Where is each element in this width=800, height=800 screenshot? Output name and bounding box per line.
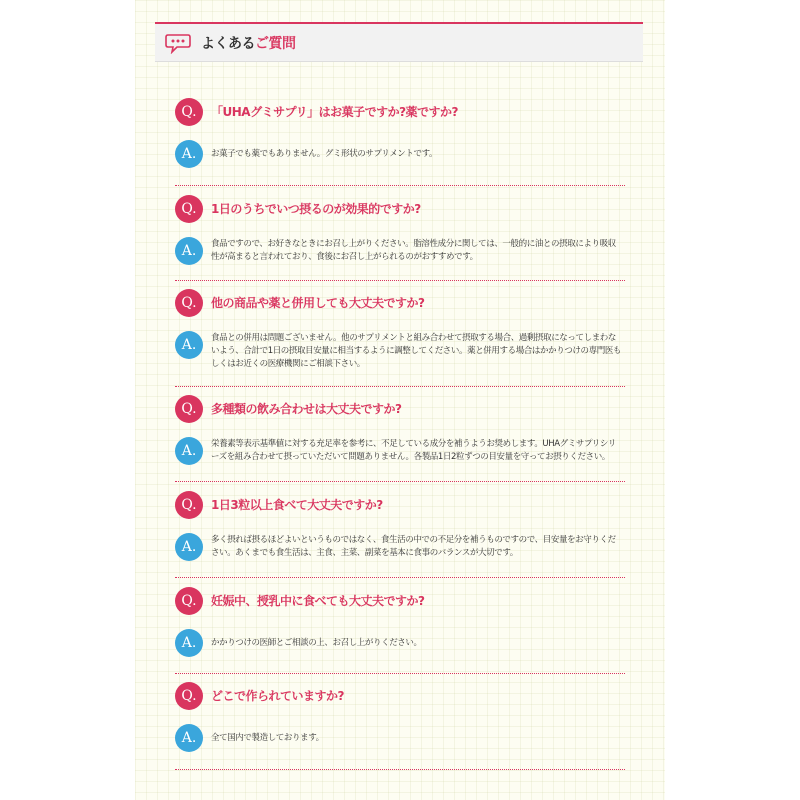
- answer-text: 多く摂れば摂るほどよいというものではなく、食生活の中での不足分を補うものですので、目安量をお守りください。あくまでも食生活は、主食、主菜、副菜を基本に食事のバランスが大切です。: [211, 535, 616, 558]
- faq-item: [175, 491, 625, 561]
- question-row: [175, 395, 625, 423]
- answer-text: 食品との併用は問題ございません。他のサプリメントと組み合わせて摂取する場合、過剰摂取になってしまわないよう、合計で1日の摂取目安量に相当するように調整してください。薬と併用する場合はかかりつけの専門医もしくはお近くの医療機関にご相談下さい。: [211, 333, 622, 369]
- answer-text: 食品ですので、お好きなときにお召し上がりください。脂溶性成分に関しては、一般的に油との摂取により吸収性が高まると言われており、食後にお召し上がられるのがおすすめです。: [211, 239, 616, 262]
- question-text: 多種類の飲み合わせは大丈夫ですか?: [211, 402, 402, 416]
- answer-text: お菓子でも薬でもありません。グミ形状のサプリメントです。: [211, 149, 438, 159]
- faq-item: [175, 98, 625, 168]
- question-row: [175, 682, 625, 710]
- question-row: [175, 98, 625, 126]
- faq-page: [135, 0, 665, 800]
- question-row: [175, 491, 625, 519]
- speech-bubble-icon: [165, 32, 191, 54]
- faq-item: [175, 395, 625, 465]
- faq-divider: [175, 280, 625, 281]
- faq-header: [155, 22, 643, 62]
- faq-item: [175, 587, 625, 657]
- answer-row: [175, 331, 625, 371]
- answer-row: [175, 437, 625, 465]
- answer-badge: A.: [175, 331, 203, 359]
- answer-badge: A.: [175, 237, 203, 265]
- answer-text: 全て国内で製造しております。: [211, 733, 324, 743]
- question-badge: Q.: [175, 587, 203, 615]
- answer-badge: A.: [175, 533, 203, 561]
- question-text: 「UHAグミサプリ」はお菓子ですか?薬ですか?: [211, 105, 459, 119]
- faq-divider: [175, 386, 625, 387]
- page-title: よくあるご質問: [201, 35, 296, 52]
- question-text: 1日のうちでいつ摂るのが効果的ですか?: [211, 202, 421, 216]
- question-badge: Q.: [175, 491, 203, 519]
- question-badge: Q.: [175, 195, 203, 223]
- answer-badge: A.: [175, 629, 203, 657]
- faq-item: [175, 289, 625, 371]
- question-text: 他の商品や薬と併用しても大丈夫ですか?: [211, 296, 425, 310]
- question-row: [175, 587, 625, 615]
- answer-badge: A.: [175, 140, 203, 168]
- answer-text: かかりつけの医師とご相談の上、お召し上がりください。: [211, 638, 422, 648]
- question-text: どこで作られていますか?: [211, 689, 344, 703]
- answer-row: [175, 629, 625, 657]
- question-badge: Q.: [175, 289, 203, 317]
- question-row: [175, 195, 625, 223]
- question-badge: Q.: [175, 682, 203, 710]
- faq-divider: [175, 481, 625, 482]
- question-badge: Q.: [175, 98, 203, 126]
- faq-divider: [175, 577, 625, 578]
- answer-row: [175, 724, 625, 752]
- answer-row: [175, 140, 625, 168]
- faq-divider: [175, 769, 625, 770]
- answer-badge: A.: [175, 724, 203, 752]
- question-text: 1日3粒以上食べて大丈夫ですか?: [211, 498, 383, 512]
- faq-divider: [175, 185, 625, 186]
- faq-item: [175, 682, 625, 752]
- faq-item: [175, 195, 625, 265]
- faq-divider: [175, 673, 625, 674]
- question-text: 妊娠中、授乳中に食べても大丈夫ですか?: [211, 594, 425, 608]
- answer-text: 栄養素等表示基準値に対する充足率を参考に、不足している成分を補うようお奨めします。UHAグミサプリシリーズを組み合わせて摂っていただいて問題ありません。各製品1日2粒ずつの目安量を守ってお摂りください。: [211, 439, 617, 462]
- answer-row: [175, 533, 625, 561]
- answer-badge: A.: [175, 437, 203, 465]
- question-badge: Q.: [175, 395, 203, 423]
- question-row: [175, 289, 625, 317]
- answer-row: [175, 237, 625, 265]
